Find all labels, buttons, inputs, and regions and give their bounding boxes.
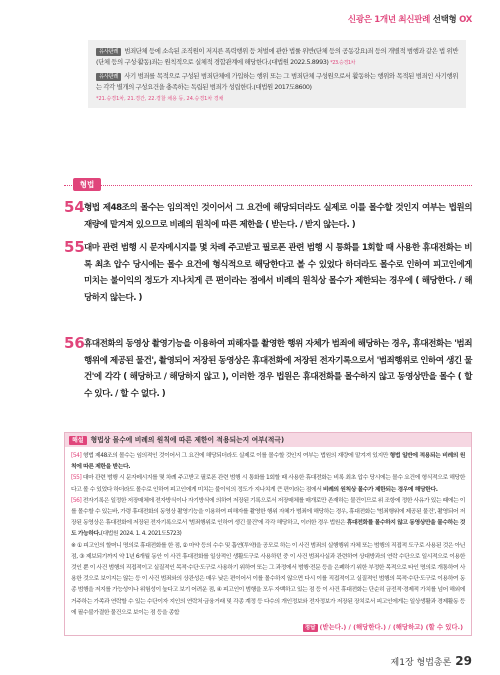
header-title-pink: 신광은 1개년 최신판례 (347, 15, 431, 25)
explanation-text: 대마 관련 범행 시 문자메시지를 몇 차례 주고받고 필로폰 관련 범행 시 통화를 1회할 때 사용한 휴대전화는 비록 최초 압수 당시에는 몰수 요건에 형식적으로 해당한다고 볼 수 있었다 하더라도 몰수로 인하여 피고인에게 미치는 불이익의 정도가 지나치게 큰 편이라는 점에서 (71, 475, 465, 493)
question-56 (64, 336, 472, 422)
explanation-key-text: 비례의 원칙상 몰수가 제한되는 경우에 해당한다. (322, 486, 438, 493)
explanation-label: 해설 (69, 436, 87, 445)
question-text: 대마 관련 범행 시 문자메시지를 몇 차례 주고받고 필로폰 관련 범행 시 통화를 1회할 때 사용한 휴대전화는 비록 최초 압수 당시에는 몰수 요건에 형식적으로 해당한다고 볼 수 있었다 하더라도 몰수로 인하여 피고인에게 미치는 불이익의 정도가 지나치게 큰 편이라는 점에서 비례의 원칙상 몰수가 제한되는 경우에 ( 해당한다. / 해당하지 않는다. ) (84, 243, 472, 303)
question-text: 형법 제48조의 몰수는 임의적인 것이어서 그 요건에 해당되더라도 실제로 이를 몰수할 것인지 여부는 법원의 재량에 맡겨져 있으므로 비례의 원칙에 따른 제한을 ( 받는다. / 받지 않는다. ) (84, 203, 472, 230)
header-title-dark: 선택형 (430, 15, 457, 25)
answer-line (303, 622, 463, 632)
precedent-entry (96, 46, 458, 69)
header-title-tail: OX (456, 15, 472, 25)
section-tab-criminal-law: 형법 (73, 178, 101, 191)
question-number: 55 (64, 238, 85, 256)
page-header (348, 13, 472, 25)
explanation-paragraph (71, 451, 465, 473)
explanation-text: 형법 제48조의 몰수는 임의적인 것이어서 그 요건에 해당되더라도 실제로 이를 몰수할 것인지 여부는 법원의 재량에 맡겨져 있지만 (81, 453, 390, 459)
question-text: 휴대전화의 동영상 촬영기능을 이용하여 피해자를 촬영한 행위 자체가 범죄에 해당하는 경우, 휴대전화는 '범죄행위에 제공된 물건', 촬영되어 저장된 동영상은 휴대전화에 저장된 전자기록으로서 '범죄행위로 인하여 생긴 물건'에 각각 ( 해당하고 / 해당하지 않고 ), 이러한 경우 법원은 휴대전화를 몰수하지 않고 동영상만을 몰수 ( 할 수 있다. / 할 수 없다. ) (84, 339, 473, 399)
section-divider (64, 185, 472, 186)
explanation-note: ※ ① 피고인의 할머니 명의로 휴대전화를 한 점, ② 마약 등의 수수 및 흡연(투약)을 공모로 하는 이 사건 범죄의 실행행위 자체 또는 범행의 직접적 도구로 사용된 것은 아닌 점, ③ 제보되기까지 약 1년 6개월 동안 이 사건 휴대전화를 일상적인 생활도구로 사용하던 중 이 사건 범죄사실과 관련하여 상대방과의 연락 수단으로 일시적으로 이용한 것인 뿐 이 사건 범행의 직접적이고 실질적인 목적·수단·도구로 사용하기 위하여 또는 그 과정에서 범행·전문 등을 은폐하기 위한 부정한 목적으로 타인 명의로 개통하여 사용한 것으로 보이지는 않는 등 이 사건 범죄와의 상관성은 매우 낮은 편이어서 이를 몰수하지 않으면 다시 이를 직접적이고 실질적인 범행의 목적·수단·도구로 이용하여 동종 범행을 저지를 가능성이나 위험성이 높다고 보기 어려운 점, ④ 피고인이 범행을 모두 자백하고 있는 점 등 이 사건 휴대전화는 단순히 금전적·경제적 가치를 넘어 해외에 거주하는 가족과 연락할 수 있는 수단이자 지인의 연락처·금융거래 및 각종 계정 등 다수의 개인정보와 전자정보가 저장된 장치로서 피고인에게는 일상생활과 경제활동 등에 필수불가결한 물건으로 보이는 점 등을 종합 (71, 542, 465, 616)
answer-text: (받는다.) / (해당한다.) / (해당하고) (할 수 있다.) (319, 623, 463, 631)
question-number: 54 (64, 198, 85, 216)
ref-56: [56] (71, 497, 82, 504)
chapter-label: 제1장 형법총론 (390, 658, 452, 668)
explanation-text: 전자기록은 일정한 저장매체에 전자방식이나 자기방식에 의하여 저장된 기록으로서 저장매체를 매개로만 존재하는 물건이므로 위 조항에 정한 사유가 있는 때에는 이를 몰수할 수 있는바, 가령 휴대전화의 동영상 촬영기능을 이용하여 피해자를 촬영한 행위 자체가 범죄에 해당하는 경우, 휴대전화는 '범죄행위에 제공된 물건', 촬영되어 저장된 동영상은 휴대전화에 저장된 전자기록으로서 '범죄행위로 인하여 생긴 물건'에 각각 해당하고, 이러한 경우 법원은 (71, 497, 465, 527)
ref-55: [55] (71, 475, 82, 482)
similar-precedent-tag: 유사판례 (96, 73, 121, 81)
explanation-key-text: 휴대전화를 몰수하지 않고 동영상만을 몰수하는 것도 가능하다. (71, 520, 465, 538)
page-footer (391, 654, 472, 668)
ref-54: [54] (71, 453, 82, 459)
question-55 (64, 240, 472, 320)
page-number: 29 (455, 654, 472, 668)
precedent-note: *23.승경1차 (330, 60, 356, 66)
case-citation: (대법원 2024. 1. 4. 2021도5723) (100, 531, 182, 538)
precedent-entry (96, 71, 458, 93)
similar-precedent-box (88, 40, 466, 108)
explanation-body (65, 447, 471, 619)
precedent-text: 사기 범죄를 목적으로 구성된 범죄단체에 가입하는 행위 또는 그 범죄단체 구성원으로서 활동하는 행위와 목적된 범죄인 사기행위는 각각 별개의 구성요건을 충족하는 독립된 범죄가 성립한다.(대법원 2017도8600) (96, 72, 458, 91)
exam-footnote: *21.승경1차, 21.경간, 22.경찰 채용 등, 24.승경1차 경채 (96, 96, 224, 102)
precedent-text: 범죄단체 등에 소속된 조직원이 저지른 폭력행위 등 처벌에 관한 법률 위반(단체 등의 공동강요)죄 등의 개별적 범행과 같은 법 위반(단체 등의 구성·활동)죄는 원칙적으로 실체적 경합관계에 해당한다.(대법원 2022.5.8993) (96, 47, 458, 66)
similar-precedent-tag: 유사판례 (96, 48, 121, 56)
explanation-box (64, 432, 472, 636)
explanation-paragraph (71, 473, 465, 495)
explanation-title: 형법상 몰수에 비례의 원칙에 따른 제한이 적용되는지 여부(적극) (90, 436, 285, 444)
answer-tag: 정답 (304, 625, 316, 631)
explanation-header (65, 433, 471, 447)
question-number: 56 (64, 334, 85, 352)
explanation-paragraph (71, 496, 465, 541)
explanation-key-text: 형법 일반에 적용되는 비례의 원칙에 따른 제한을 받는다. (71, 453, 465, 471)
